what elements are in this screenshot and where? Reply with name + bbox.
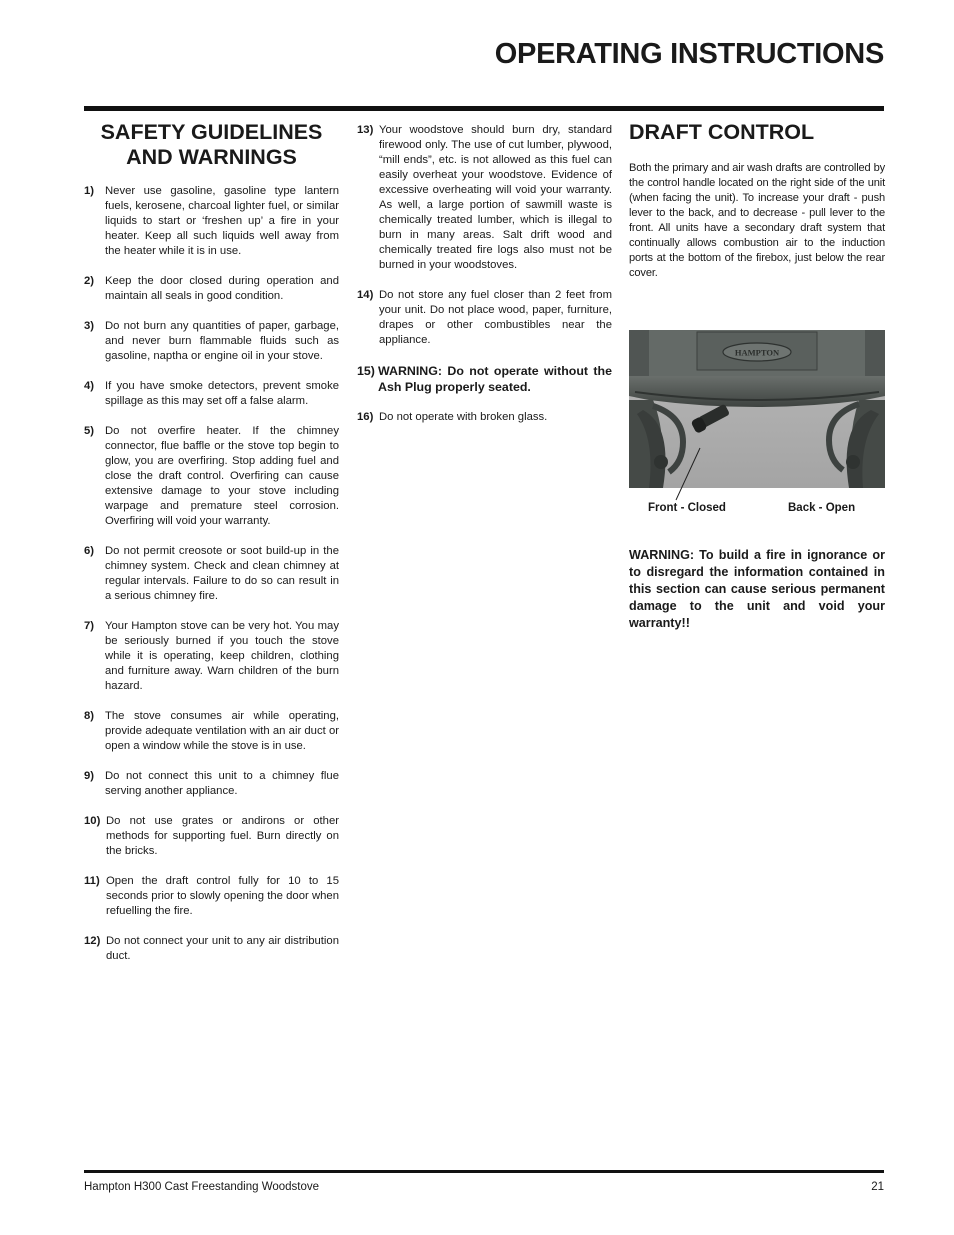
safety-list	[84, 184, 339, 964]
page-title: OPERATING INSTRUCTIONS	[494, 38, 884, 70]
list-item-text: WARNING: Do not operate without the Ash Plug properly seated.	[378, 364, 612, 394]
column-safety-continued	[357, 120, 612, 440]
list-item-number: 14)	[357, 289, 374, 301]
list-item-number: 12)	[84, 935, 101, 947]
list-item-text: Keep the door closed during operation and maintain all seals in good condition.	[105, 275, 339, 302]
list-item-text: Your woodstove should burn dry, standard firewood only. The use of cut lumber, plywood, “mill ends”, etc. is not allowed as this fuel can easily overheat your woodstove. Evidence of excessive overheating will void your warranty. As well, a large portion of sawmill waste is chemically treated lumber, which is illegal to burn in many areas. Salt drift wood and chemically treated fire logs also must not be burned in your woodstoves.	[379, 124, 612, 271]
list-item-number: 7)	[84, 620, 95, 632]
list-item-text: Do not store any fuel closer than 2 feet from your unit. Do not place wood, paper, furniture, drapes or other combustibles near the appliance.	[379, 289, 612, 346]
list-item-number: 11)	[84, 875, 100, 887]
list-item-number: 3)	[84, 320, 95, 332]
list-item	[84, 934, 339, 964]
list-item	[84, 379, 339, 409]
list-item	[84, 319, 339, 364]
list-item-text: Do not permit creosote or soot build-up in the chimney system. Check and clean chimney at regular intervals. Failure to do so can result in a serious chimney fire.	[105, 545, 339, 602]
list-item-number: 16)	[357, 411, 374, 423]
list-item	[84, 544, 339, 604]
bottom-rule	[84, 1170, 884, 1173]
list-item-text: Do not overfire heater. If the chimney connector, flue baffle or the stove top begin to glow, you are overfiring. Stop adding fuel and close the draft control. Overfiring can cause extensive damage to your stove including warpage and premature steel corrosion. Overfiring will void your warranty.	[105, 425, 339, 527]
list-item-number: 6)	[84, 545, 95, 557]
list-item-number: 2)	[84, 275, 95, 287]
list-item-text: Do not connect this unit to a chimney flue serving another appliance.	[105, 770, 339, 797]
list-item	[357, 123, 612, 273]
list-item-text: Do not connect your unit to any air distribution duct.	[106, 935, 339, 962]
list-item-text: Do not burn any quantities of paper, garbage, and never burn flammable fluids such as gasoline, naptha or engine oil in your stove.	[105, 320, 339, 362]
stove-logo-text: HAMPTON	[734, 347, 780, 358]
footer-product-name: Hampton H300 Cast Freestanding Woodstove	[84, 1181, 320, 1193]
list-item	[357, 410, 612, 425]
list-item	[84, 769, 339, 799]
list-item	[84, 274, 339, 304]
list-item-number: 9)	[84, 770, 95, 782]
list-item-text: Your Hampton stove can be very hot. You may be seriously burned if you touch the stove while it is operating, keep children, clothing and furniture away. Warn children of the burn hazard.	[105, 620, 339, 692]
list-item	[84, 424, 339, 529]
column-safety	[84, 120, 339, 979]
safety-heading: SAFETY GUIDELINES AND WARNINGS	[100, 120, 323, 169]
draft-warning: WARNING: To build a fire in ignorance or to disregard the information contained in this section can cause serious permanent damage to the unit and void your warranty!!	[629, 548, 885, 630]
list-item	[84, 184, 339, 259]
draft-paragraph: Both the primary and air wash drafts are controlled by the control handle located on the right side of the unit (when facing the unit). To increase your draft - push lever to the back, and to decrease - pull lever to the front. All units have a secondary draft system that continually allows combustion air to the induction ports at the bottom of the firebox, just below the rear cover.	[629, 162, 885, 279]
footer-page-number: 21	[871, 1181, 884, 1193]
stove-photo-image	[629, 330, 885, 488]
list-item	[84, 709, 339, 754]
list-item	[84, 874, 339, 919]
caption-back-open: Back - Open	[788, 502, 856, 514]
list-item	[357, 363, 612, 395]
list-item-number: 10)	[84, 815, 101, 827]
list-item-number: 4)	[84, 380, 95, 392]
list-item-number: 5)	[84, 425, 95, 437]
list-item-text: Do not operate with broken glass.	[379, 411, 548, 423]
list-item	[84, 814, 339, 859]
column-draft-control	[629, 120, 885, 281]
list-item-number: 15)	[357, 364, 375, 378]
draft-heading: DRAFT CONTROL	[629, 120, 815, 144]
list-item-number: 1)	[84, 185, 95, 197]
list-item-number: 8)	[84, 710, 95, 722]
stove-photo	[629, 330, 885, 488]
list-item	[84, 619, 339, 694]
list-item-text: The stove consumes air while operating, provide adequate ventilation with an air duct or open a window while the stove is in use.	[105, 710, 339, 752]
list-item	[357, 288, 612, 348]
list-item-text: Do not use grates or andirons or other methods for supporting fuel. Burn directly on the bricks.	[106, 815, 339, 857]
top-rule	[84, 106, 884, 111]
list-item-text: Open the draft control fully for 10 to 15 seconds prior to slowly opening the door when refuelling the fire.	[106, 875, 339, 917]
list-item-text: Never use gasoline, gasoline type lantern fuels, kerosene, charcoal lighter fuel, or similar liquids to start or ‘freshen up’ a fire in your heater. Keep all such liquids well away from the heater while it is in use.	[105, 185, 339, 257]
caption-front-closed: Front - Closed	[648, 502, 726, 514]
caption-leader-line	[673, 446, 703, 502]
list-item-text: If you have smoke detectors, prevent smoke spillage as this may set off a false alarm.	[105, 380, 339, 407]
safety-list-continued	[357, 123, 612, 425]
list-item-number: 13)	[357, 124, 374, 136]
